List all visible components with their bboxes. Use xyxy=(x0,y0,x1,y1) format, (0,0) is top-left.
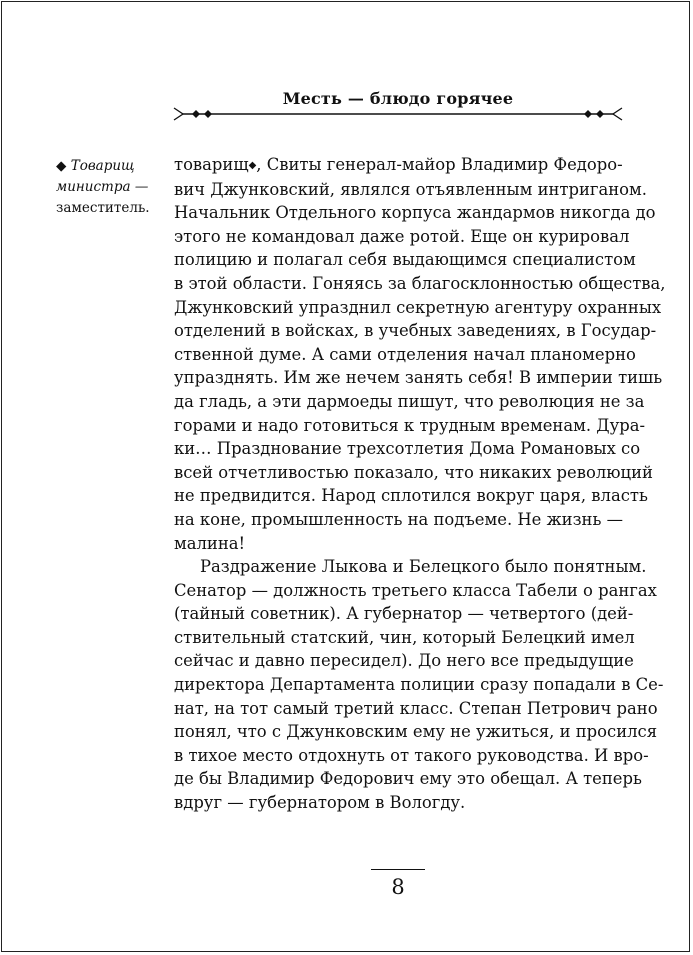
text-line: ственной думе. А сами отделения начал планомерно xyxy=(174,344,636,364)
text-line: понял, что с Джунковским ему не ужиться, и просился xyxy=(174,722,658,742)
paragraph-1-line-1 xyxy=(174,153,634,178)
rule-right-chevron xyxy=(613,108,622,120)
text-line: Раздражение Лыкова и Белецкого было понятным. xyxy=(200,557,647,577)
text-line: да гладь, а эти дармоеды пишут, что революция не за xyxy=(174,391,645,411)
rule-right-diamond-2 xyxy=(584,110,592,118)
text-line: малина! xyxy=(174,533,246,553)
text-line: нат, на тот самый третий класс. Степан Петрович рано xyxy=(174,698,658,718)
text-line: всей отчетливостью показало, что никаких революций xyxy=(174,462,653,482)
margin-note xyxy=(56,156,168,219)
paragraph-2 xyxy=(174,555,664,815)
page-number: 8 xyxy=(391,875,405,899)
paragraph-1 xyxy=(174,178,666,556)
margin-note-term: Товарищ xyxy=(70,158,135,174)
text-line: ки… Празднование трехсотлетия Дома Романовых со xyxy=(174,439,641,459)
text-line: не предвидится. Народ сплотился вокруг царя, власть xyxy=(174,486,648,506)
rule-right-diamond-1 xyxy=(596,110,604,118)
text-line: горами и надо готовиться к трудным временам. Дура- xyxy=(174,415,646,435)
text-line: вич Джунковский, являлся отъявленным интриганом. xyxy=(174,179,648,199)
body-text xyxy=(174,153,666,815)
rule-left-chevron xyxy=(174,108,183,120)
margin-note-line-3: заместитель. xyxy=(56,200,150,216)
footnote-anchor-word: товарищ xyxy=(174,155,249,174)
margin-note-marker: ◆ xyxy=(56,158,67,174)
text-line: отделений в войсках, в учебных заведениях, в Государ- xyxy=(174,321,657,341)
text-line: (тайный советник). А губернатор — четвертого (дей- xyxy=(174,604,634,624)
text-line: директора Департамента полиции сразу попадали в Се- xyxy=(174,675,664,695)
rule-left-diamond-2 xyxy=(204,110,212,118)
text-line: Джунковский упразднил секретную агентуру охранных xyxy=(174,297,662,317)
text-line: де бы Владимир Федорович ему это обещал. А теперь xyxy=(174,769,642,789)
rule-left-diamond-1 xyxy=(192,110,200,118)
running-title: Месть — блюдо горячее xyxy=(282,89,514,108)
folio-rule xyxy=(371,869,425,870)
text-line: вдруг — губернатором в Вологду. xyxy=(174,793,466,813)
text-line: полицию и полагал себя выдающимся специалистом xyxy=(174,250,636,270)
text-line: на коне, промышленность на подъеме. Не жизнь — xyxy=(174,509,623,529)
margin-note-line-2: министра — xyxy=(56,179,149,195)
paragraph-1-line-1-rest: , Свиты генерал-майор Владимир Федоро- xyxy=(256,155,623,174)
margin-note-line-1 xyxy=(56,156,168,177)
ornamental-rule xyxy=(174,106,622,122)
text-line: этого не командовал даже ротой. Еще он курировал xyxy=(174,226,630,246)
text-line: сейчас и давно пересидел). До него все предыдущие xyxy=(174,651,634,671)
text-line: Сенатор — должность третьего класса Табели о рангах xyxy=(174,580,657,600)
footnote-marker: ◆ xyxy=(248,160,257,171)
text-line: ствительный статский, чин, который Белецкий имел xyxy=(174,627,635,647)
text-line: в этой области. Гоняясь за благосклонностью общества, xyxy=(174,273,666,293)
text-line: в тихое место отдохнуть от такого руководства. И вро- xyxy=(174,745,649,765)
text-line: Начальник Отдельного корпуса жандармов никогда до xyxy=(174,203,656,223)
text-line: упразднять. Им же нечем занять себя! В империи тишь xyxy=(174,368,663,388)
running-head xyxy=(174,88,622,128)
